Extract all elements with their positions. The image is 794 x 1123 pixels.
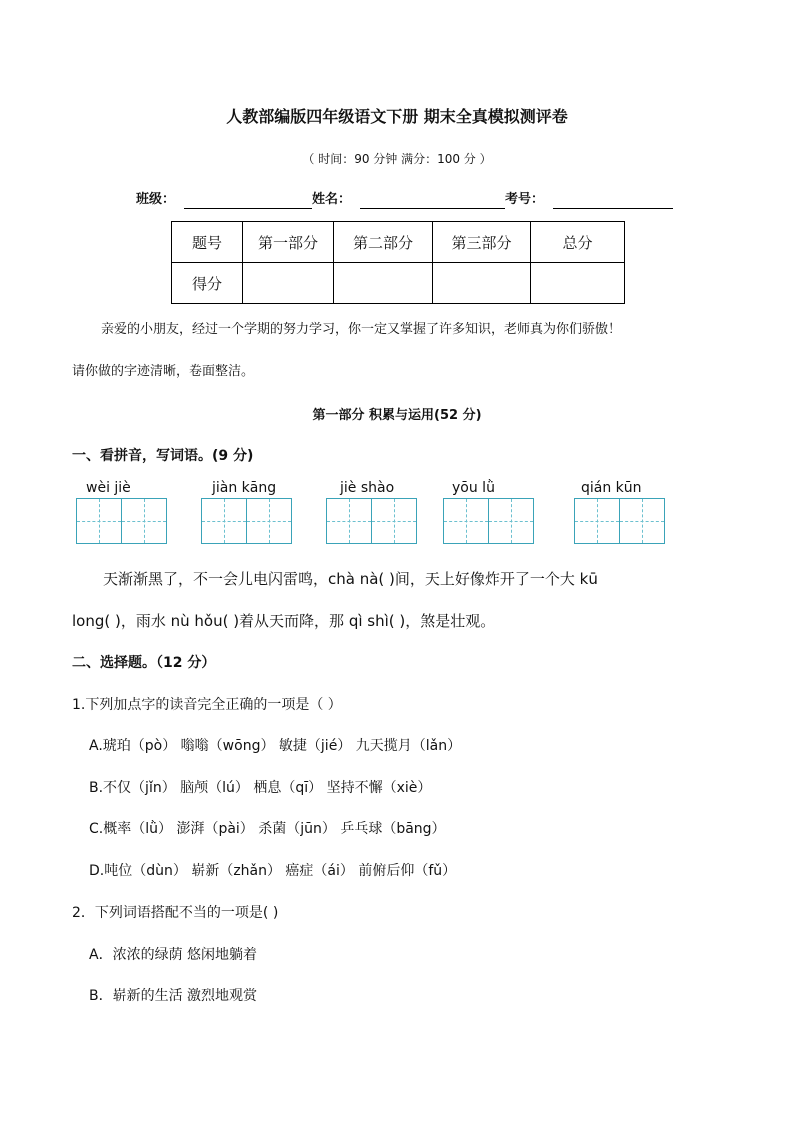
pinyin-3: jiè shào [340, 480, 395, 496]
exam-title: 人教部编版四年级语文下册 期末全真模拟测评卷 [226, 107, 568, 126]
score-header-cell: 第一部分 [243, 222, 334, 263]
writing-grid-5[interactable] [574, 498, 665, 544]
part1-title: 第一部分 积累与运用(52 分) [312, 408, 482, 423]
grid-cell[interactable] [371, 498, 417, 544]
grid-cell[interactable] [488, 498, 534, 544]
writing-grid-1[interactable] [76, 498, 167, 544]
grid-cell[interactable] [443, 498, 489, 544]
question-1-option-d[interactable]: D.吨位（dùn） 崭新（zhǎn） 癌症（ái） 前俯后仰（fǔ） [89, 863, 457, 879]
score-row-label: 得分 [172, 263, 243, 304]
pinyin-5: qián kūn [581, 480, 642, 496]
score-table-header-row [172, 222, 625, 263]
score-cell[interactable] [531, 263, 625, 304]
score-header-cell: 题号 [172, 222, 243, 263]
grid-cell[interactable] [574, 498, 620, 544]
number-underline[interactable] [553, 208, 673, 209]
score-cell[interactable] [334, 263, 433, 304]
section1-heading: 一、看拼音，写词语。(9 分) [72, 448, 254, 464]
section2-heading: 二、选择题。（12 分） [72, 655, 216, 671]
score-header-cell: 总分 [531, 222, 625, 263]
writing-grid-3[interactable] [326, 498, 417, 544]
question-1-option-a[interactable]: A.琥珀（pò） 嗡嗡（wōng） 敏捷（jié） 九天揽月（lǎn） [89, 738, 462, 754]
question-1-stem: 1.下列加点字的读音完全正确的一项是（ ） [72, 697, 342, 713]
class-underline[interactable] [184, 208, 312, 209]
grid-cell[interactable] [246, 498, 292, 544]
pinyin-1: wèi jiè [86, 480, 131, 496]
number-label: 考号： [505, 192, 545, 207]
grid-cell[interactable] [76, 498, 122, 544]
class-label: 班级： [136, 192, 176, 207]
question-1-option-c[interactable]: C.概率（lǜ） 澎湃（pài） 杀菌（jūn） 乒乓球（bāng） [89, 821, 446, 837]
grid-cell[interactable] [201, 498, 247, 544]
question-1-option-b[interactable]: B.不仅（jǐn） 脑颅（lú） 栖息（qī） 坚持不懈（xiè） [89, 780, 432, 796]
writing-grid-2[interactable] [201, 498, 292, 544]
question-2-stem: 2．下列词语搭配不当的一项是( ) [72, 905, 279, 921]
name-underline[interactable] [360, 208, 505, 209]
intro-line-2: 请你做的字迹清晰，卷面整洁。 [72, 364, 255, 379]
score-table-score-row [172, 263, 625, 304]
intro-line-1: 亲爱的小朋友，经过一个学期的努力学习，你一定又掌握了许多知识，老师真为你们骄傲！ [101, 322, 622, 337]
grid-cell[interactable] [326, 498, 372, 544]
pinyin-2: jiàn kāng [212, 480, 277, 496]
score-cell[interactable] [243, 263, 334, 304]
score-header-cell: 第三部分 [433, 222, 531, 263]
passage-line-2: long( )，雨水 nù hǒu( )着从天而降，那 qì shì( )，煞是壮观。 [72, 612, 496, 630]
pinyin-4: yōu lǜ [452, 480, 495, 496]
score-header-cell: 第二部分 [334, 222, 433, 263]
score-table [171, 221, 625, 304]
question-2-option-b[interactable]: B．崭新的生活 激烈地观赏 [89, 988, 258, 1004]
name-label: 姓名： [312, 192, 352, 207]
writing-grid-4[interactable] [443, 498, 534, 544]
grid-cell[interactable] [619, 498, 665, 544]
score-cell[interactable] [433, 263, 531, 304]
grid-cell[interactable] [121, 498, 167, 544]
exam-subtitle: （ 时间：90 分钟 满分：100 分 ） [302, 152, 492, 166]
passage-line-1: 天渐渐黑了，不一会儿电闪雷鸣，chà nà( )间，天上好像炸开了一个大 kū [103, 570, 598, 588]
question-2-option-a[interactable]: A．浓浓的绿荫 悠闲地躺着 [89, 947, 258, 963]
